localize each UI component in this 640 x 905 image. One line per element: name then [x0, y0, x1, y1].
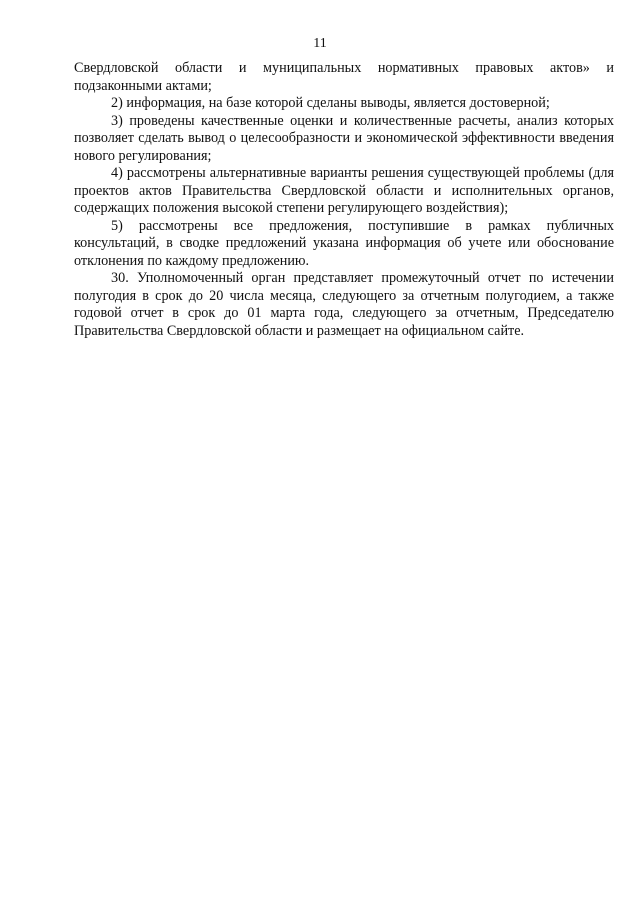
- paragraph-item-4: 4) рассмотрены альтернативные варианты решения существующей проблемы (для проектов актов Правительства Свердловской области и исполнительных органов, содержащих положения высокой степени регулирующего воздействия);: [74, 165, 614, 216]
- document-body: [74, 60, 614, 340]
- paragraph-item-2: 2) информация, на базе которой сделаны выводы, является достоверной;: [111, 95, 550, 111]
- page-number: 11: [313, 36, 327, 51]
- paragraph-item-3: 3) проведены качественные оценки и количественные расчеты, анализ которых позволяет сделать вывод о целесообразности и экономической эффективности введения нового регулирования;: [74, 112, 614, 164]
- paragraph-continuation: Свердловской области и муниципальных нормативных правовых актов» и подзаконными актами;: [74, 60, 614, 94]
- paragraph-item-5: 5) рассмотрены все предложения, поступившие в рамках публичных консультаций, в сводке предложений указана информация об учете или обоснование отклонения по каждому предложению.: [74, 217, 614, 269]
- paragraph-clause-30: 30. Уполномоченный орган представляет промежуточный отчет по истечении полугодия в срок до 20 числа месяца, следующего за отчетным полугодием, а также годовой отчет в срок до 01 марта года, следующего за отчетным, Председателю Правительства Свердловской области и размещает на официальном сайте.: [74, 270, 614, 339]
